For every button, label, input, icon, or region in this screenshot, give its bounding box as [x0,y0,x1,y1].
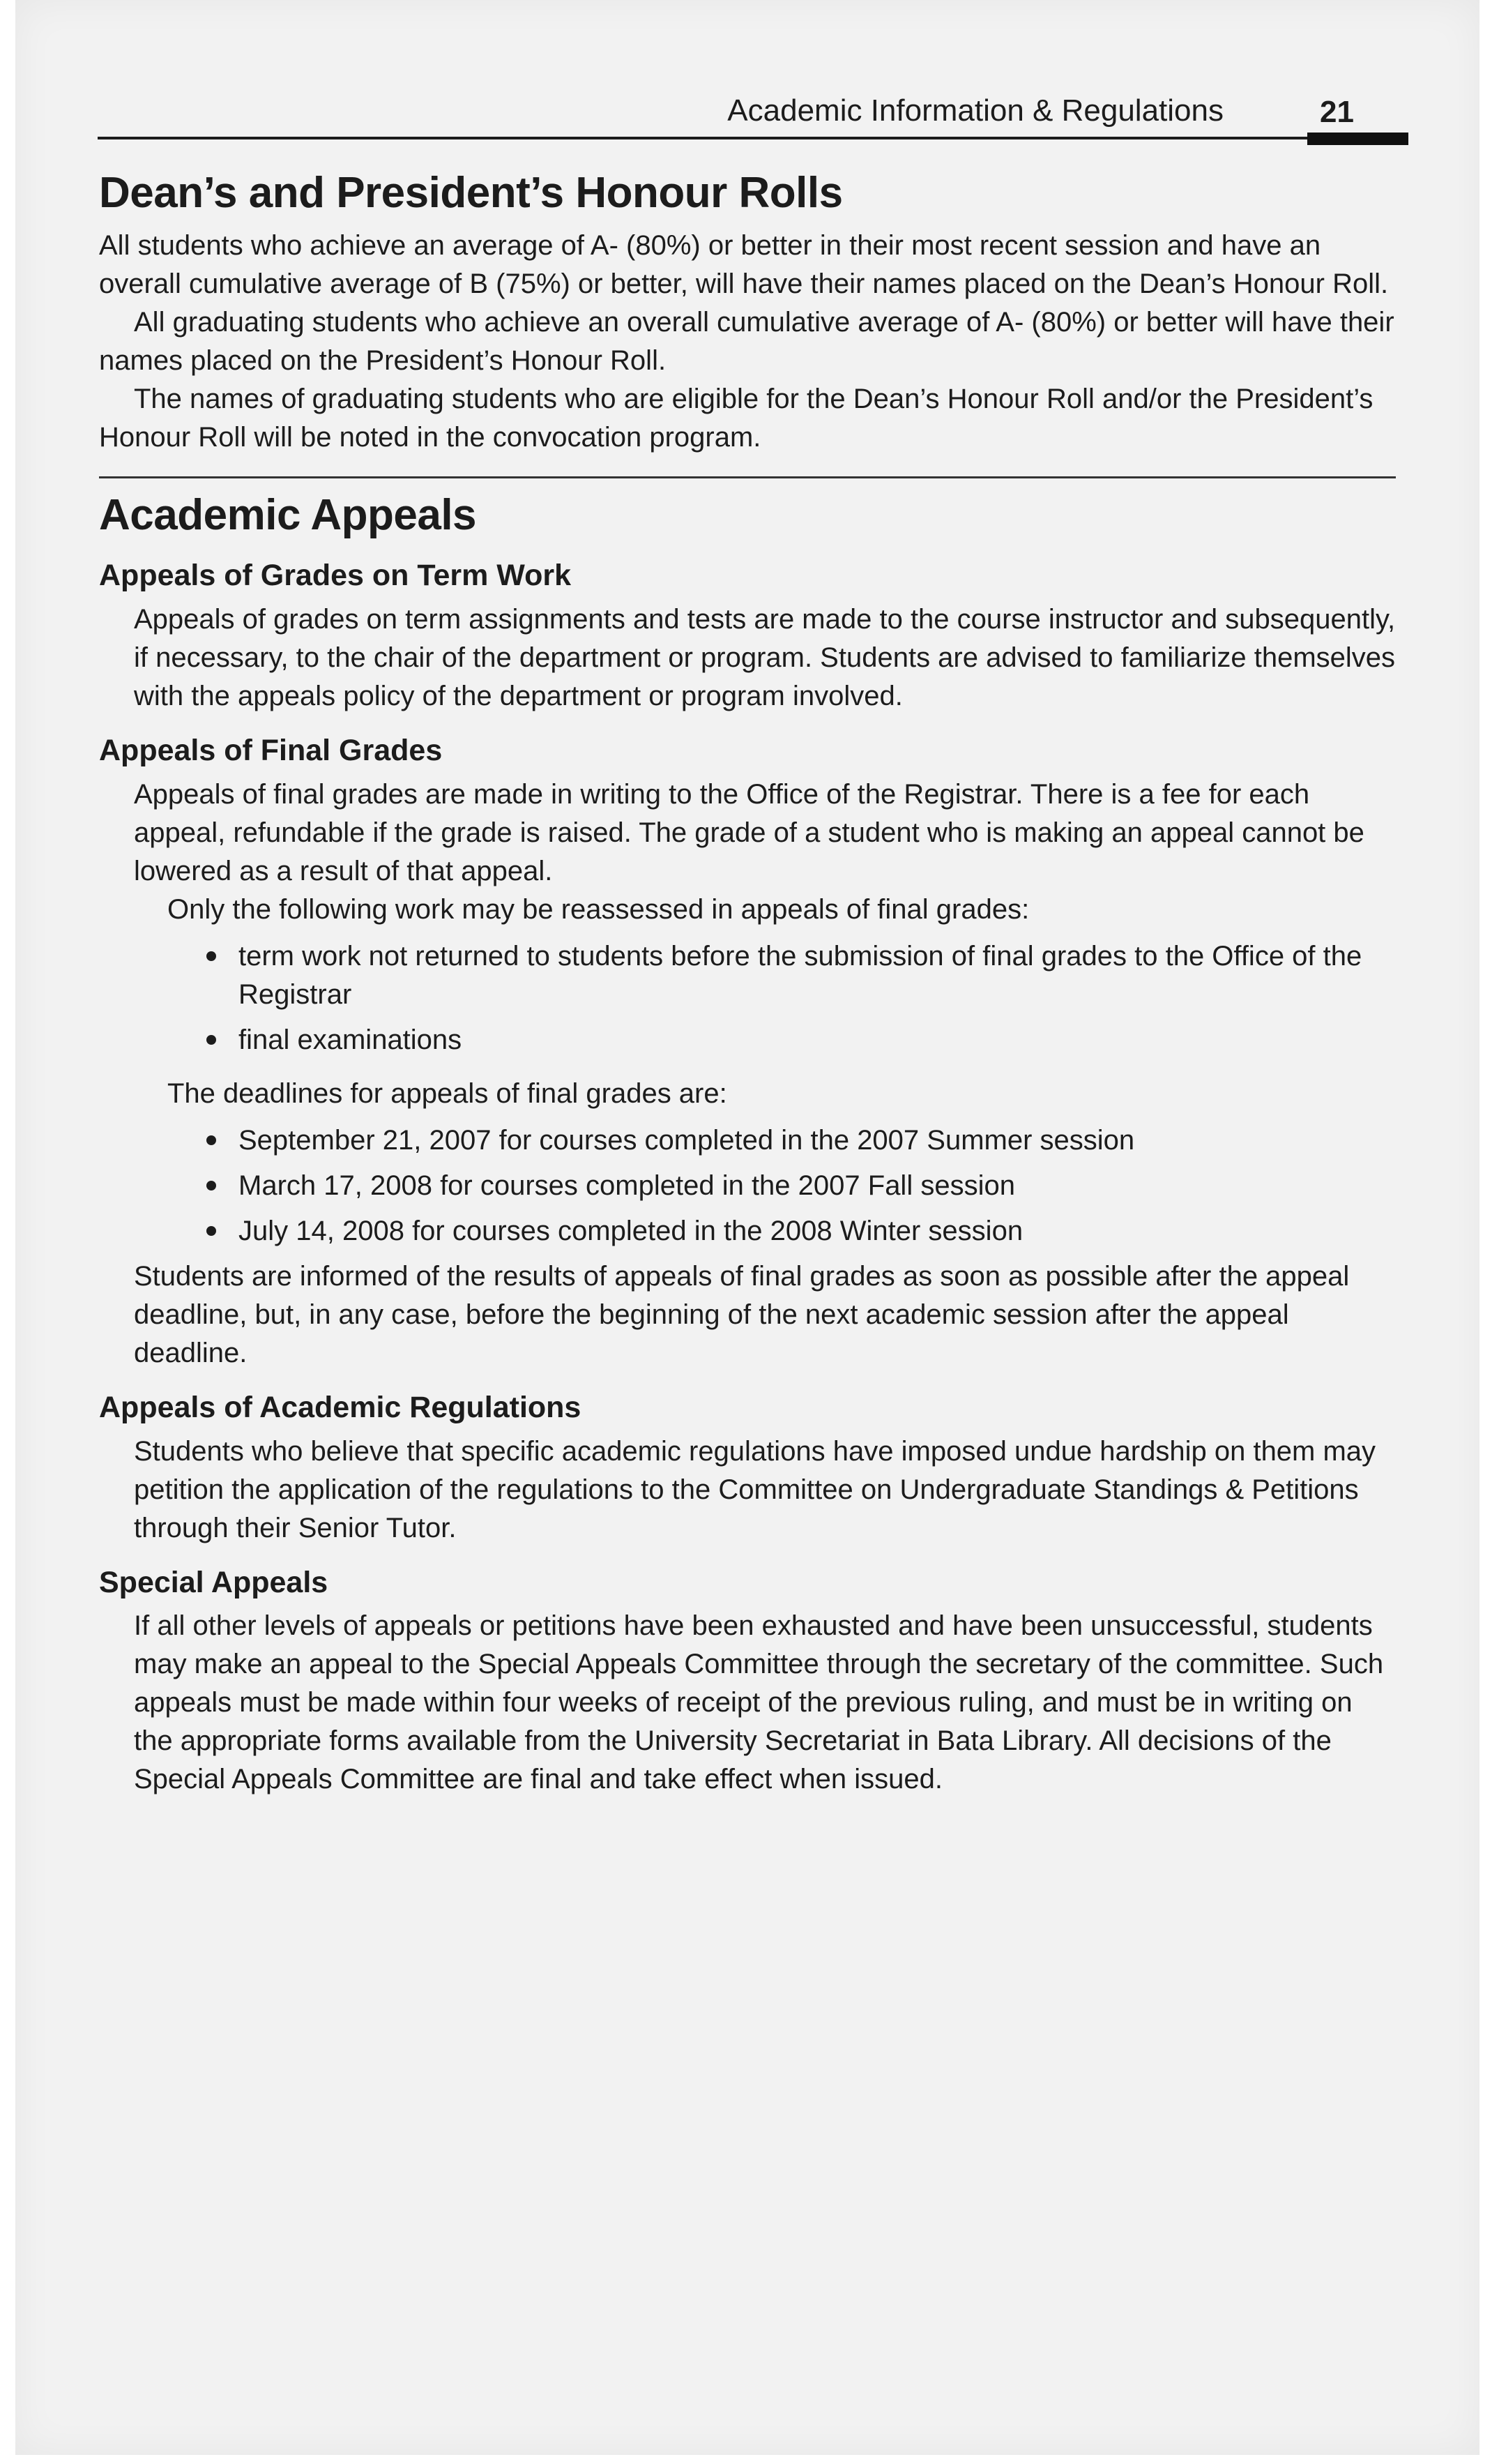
special-appeals-heading: Special Appeals [99,1565,328,1599]
bullet-icon [206,1035,216,1045]
header-rule [98,137,1408,139]
bullet-icon [206,951,216,961]
honour-rolls-paragraph: All students who achieve an average of A- (80%) or better in their most recent session and have an overall cumulative average of B (75%) or better, will have their names placed on the Dean’s Honour Roll. [99,230,1389,300]
page-sheet [15,0,1479,2455]
deadlines-list [202,1121,1396,1250]
header-title: Academic Information & Regulations [727,93,1224,128]
special-appeals-text: If all other levels of appeals or petitions have been exhausted and have been unsuccessful, students may make an appeal to the Special Appeals Committee through the secretary of the committee. Such appeals must be made within four weeks of receipt of the previous ruling, and must be in writing on the appropriate forms available from the University Secretariat in Bata Library. All decisions of the Special Appeals Committee are final and take effect when issued. [134,1610,1384,1795]
section-divider [99,476,1396,478]
list-item: March 17, 2008 for courses completed in the 2007 Fall session [202,1167,1396,1205]
reassess-list [202,937,1396,1059]
page-content [99,167,1396,1799]
deadlines-intro: The deadlines for appeals of final grades are: [167,1078,727,1109]
running-header [98,84,1408,146]
reassess-intro: Only the following work may be reassessed in appeals of final grades: [167,893,1030,925]
honour-rolls-heading: Dean’s and President’s Honour Rolls [99,169,843,217]
list-item: final examinations [202,1021,1396,1059]
results-text: Students are informed of the results of appeals of final grades as soon as possible after the appeal deadline, but, in any case, before the beginning of the next academic session after the appeal deadline. [134,1260,1350,1368]
academic-appeals-heading: Academic Appeals [99,491,477,540]
list-item: September 21, 2007 for courses completed in the 2007 Summer session [202,1121,1396,1160]
honour-rolls-section [99,167,1396,457]
regulations-heading: Appeals of Academic Regulations [99,1390,581,1424]
final-grades-text: Appeals of final grades are made in writing to the Office of the Registrar. There is a fee for each appeal, refundable if the grade is raised. The grade of a student who is making an appeal cannot be lowered as a result of that appeal. [134,778,1364,886]
term-work-heading: Appeals of Grades on Term Work [99,559,571,593]
bullet-icon [206,1181,216,1191]
list-item: July 14, 2008 for courses completed in the 2008 Winter session [202,1212,1396,1250]
honour-rolls-paragraph: All graduating students who achieve an overall cumulative average of A- (80%) or better will have their names placed on the President’s Honour Roll. [99,307,1394,377]
academic-appeals-section [99,490,1396,1799]
term-work-text: Appeals of grades on term assignments and tests are made to the course instructor and subsequently, if necessary, to the chair of the department or program. Students are advised to familiarize themselves with the appeals policy of the department or program involved. [134,604,1396,712]
regulations-text: Students who believe that specific academic regulations have imposed undue hardship on them may petition the application of the regulations to the Committee on Undergraduate Standings & Petitions through their Senior Tutor. [134,1435,1376,1543]
header-rule-accent [1307,133,1408,145]
bullet-icon [206,1135,216,1145]
final-grades-heading: Appeals of Final Grades [99,734,443,768]
page-number: 21 [1320,95,1354,129]
list-item: term work not returned to students before the submission of final grades to the Office of the Registrar [202,937,1396,1014]
bullet-icon [206,1226,216,1236]
honour-rolls-paragraph: The names of graduating students who are eligible for the Dean’s Honour Roll and/or the President’s Honour Roll will be noted in the convocation program. [99,384,1374,453]
